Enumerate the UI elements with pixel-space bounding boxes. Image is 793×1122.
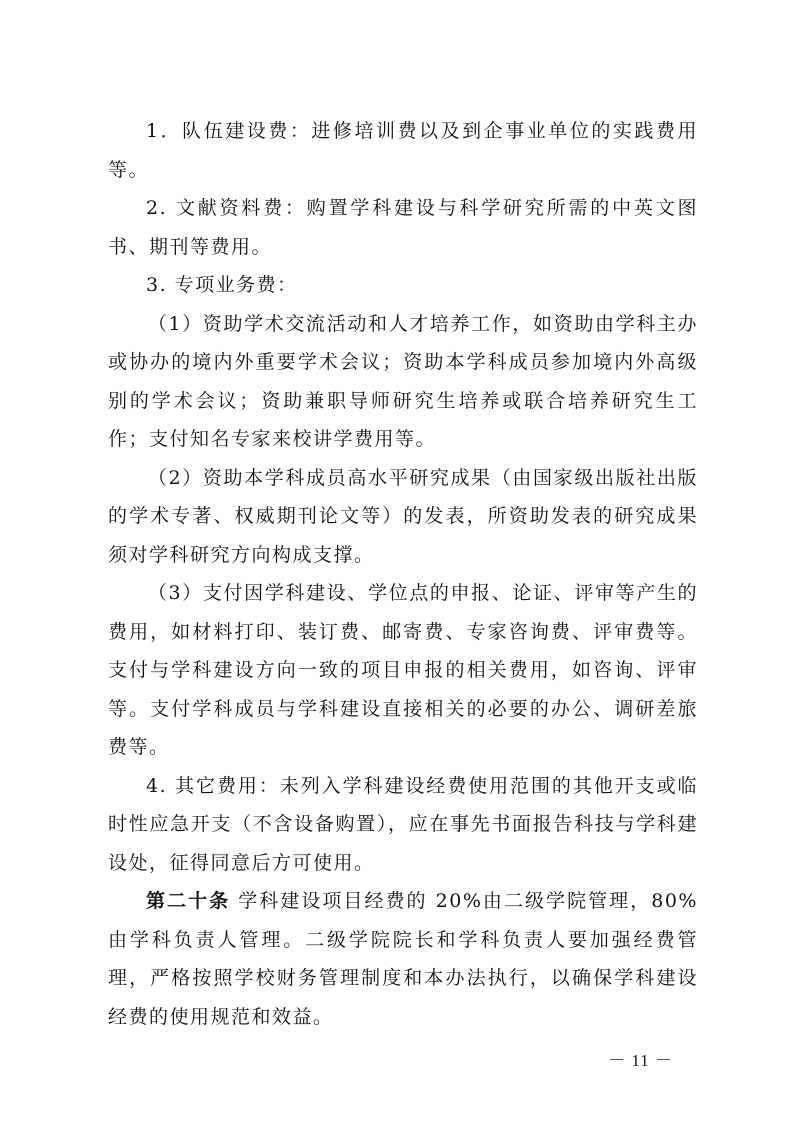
page-number: － 11 －: [608, 1051, 673, 1070]
paragraph-other-fee: 4. 其它费用：未列入学科建设经费使用范围的其他开支或临时性应急开支（不含设备购置），应在事先书面报告科技与学科建设处，征得同意后方可使用。: [108, 774, 698, 874]
article-text: 学科建设项目经费的 20%由二级学院管理，80%由学科负责人管理。二级学院院长和学科负责人要加强经费管理，严格按照学校财务管理制度和本办法执行，以确保学科建设经费的使用规范和效益。: [108, 890, 698, 1028]
article-label: 第二十条: [146, 890, 231, 912]
paragraph-item-2: （2）资助本学科成员高水平研究成果（由国家级出版社出版的学术专著、权威期刊论文等）的发表，所资助发表的研究成果须对学科研究方向构成支撑。: [108, 466, 698, 566]
paragraph-team-building-fee: 1．队伍建设费：进修培训费以及到企事业单位的实践费用等。: [108, 120, 698, 181]
paragraph-special-business-fee: 3. 专项业务费：: [146, 274, 298, 296]
paragraph-literature-fee: 2. 文献资料费：购置学科建设与科学研究所需的中英文图书、期刊等费用。: [108, 197, 698, 258]
document-body: [108, 112, 698, 1036]
paragraph-item-1: （1）资助学术交流活动和人才培养工作，如资助由学科主办或协办的境内外重要学术会议；资助本学科成员参加境内外高级别的学术会议；资助兼职导师研究生培养或联合培养研究生工作；支付知名专家来校讲学费用等。: [108, 312, 698, 450]
paragraph-item-3: （3）支付因学科建设、学位点的申报、论证、评审等产生的费用，如材料打印、装订费、邮寄费、专家咨询费、评审费等。支付与学科建设方向一致的项目申报的相关费用，如咨询、评审等。支付学科成员与学科建设直接相关的必要的办公、调研差旅费等。: [108, 582, 698, 758]
paragraph-article-20: [108, 882, 698, 1036]
